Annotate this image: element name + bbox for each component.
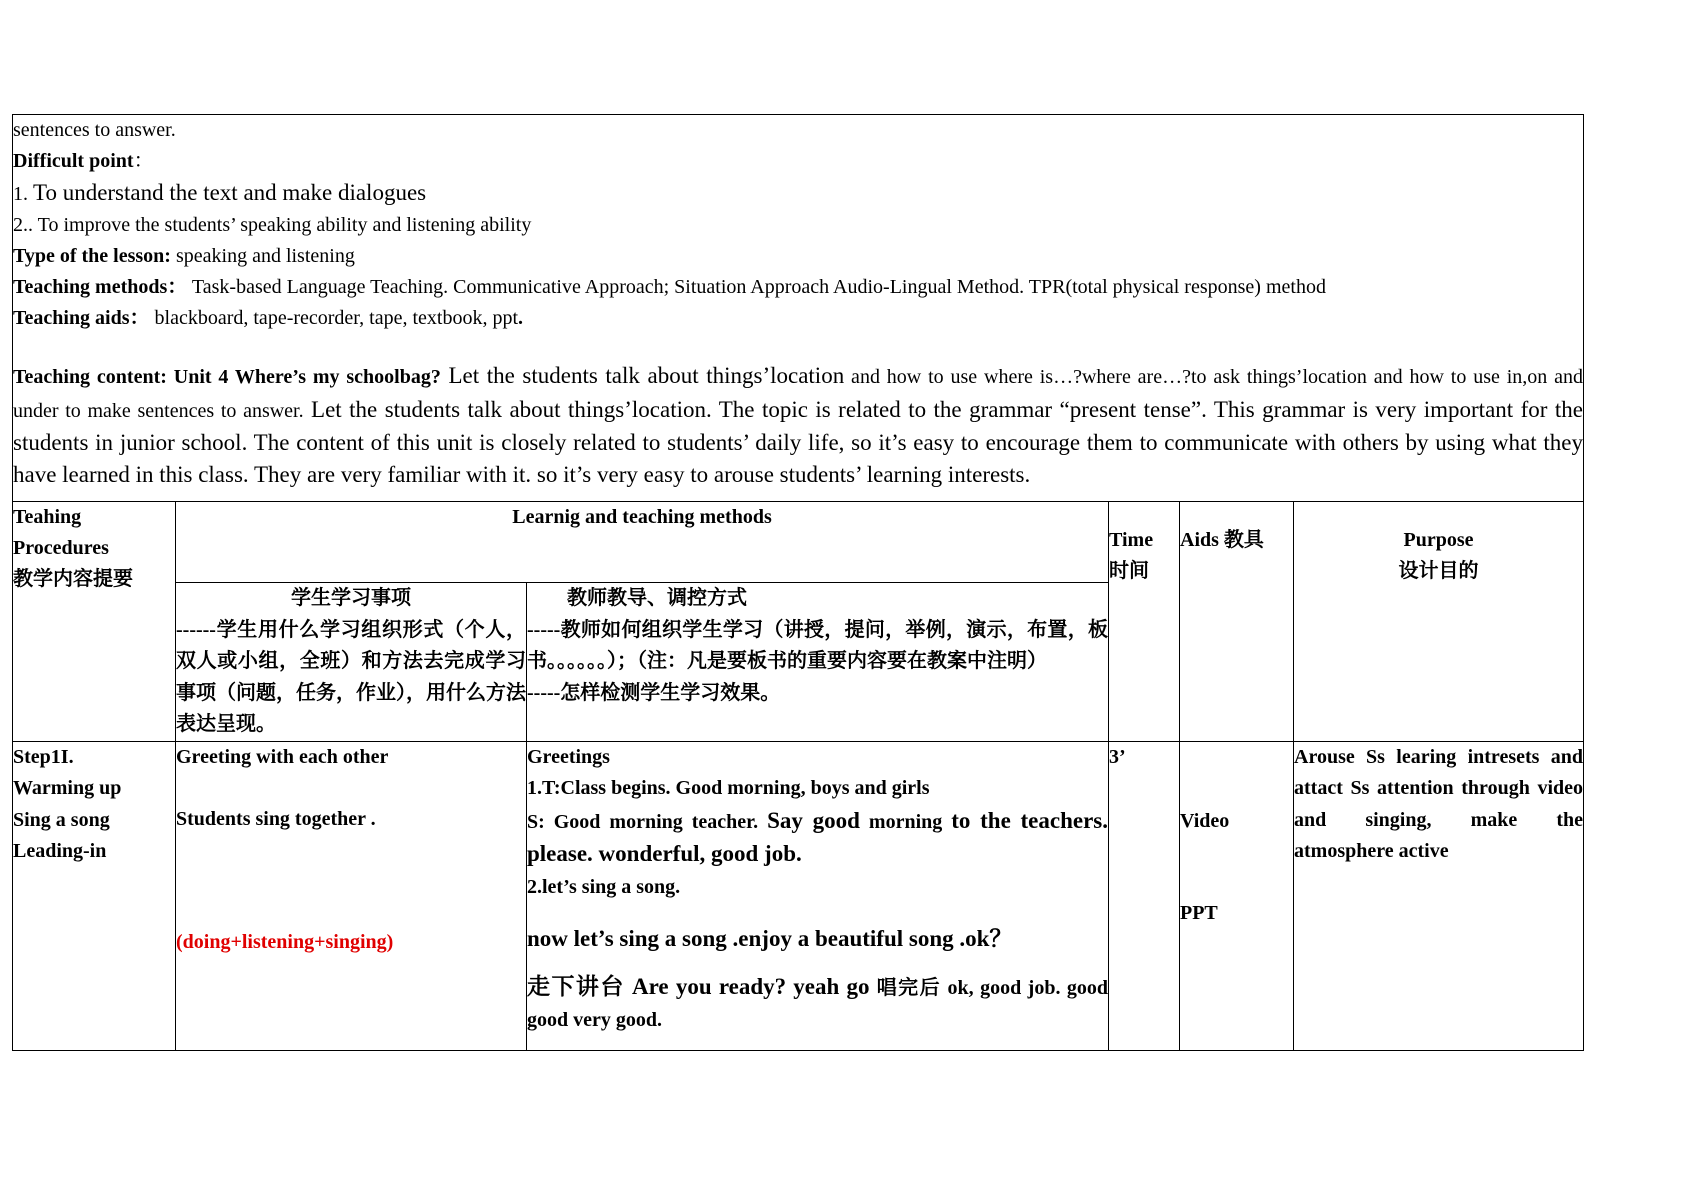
step1-student (176, 741, 527, 1050)
type-value: speaking and listening (170, 245, 355, 267)
methods-header: Learnig and teaching methods (176, 502, 1109, 583)
teacher-3a: S: Good morning teacher. (527, 810, 768, 833)
teacher-3d: to the teachers. please. wonderful, good job. (527, 807, 1108, 866)
procedures-header (13, 502, 176, 742)
teaching-methods (13, 272, 1583, 303)
aid-video: Video (1180, 809, 1230, 832)
content-part1: Let the students talk about things’location (440, 363, 845, 388)
teacher-line-4: 2.let’s sing a song. (527, 875, 681, 898)
step1-row (13, 741, 1584, 1050)
teacher-subheader (527, 583, 1109, 742)
student-title: 学生学习事项 (291, 587, 411, 609)
student-line-1: Greeting with each other (176, 745, 389, 768)
aids-value: blackboard, tape-recorder, tape, textbook, ppt (149, 307, 519, 329)
teacher-3c: morning (859, 810, 952, 833)
intro-line0: sentences to answer. (13, 119, 176, 141)
difficult-heading (13, 146, 1583, 177)
time-cn: 时间 (1109, 560, 1149, 582)
procedures-en1: Teahing (13, 506, 82, 528)
teacher-desc1: -----教师如何组织学生学习（讲授，提问，举例，演示，布置，板书。。。。。。）；（注：凡是要板书的重要内容要在教案中注明） (527, 618, 1108, 672)
lesson-plan-table (12, 114, 1584, 1051)
procedure-line-2: Warming up (13, 777, 122, 799)
teacher-line-5: now let’s sing a song .enjoy a beautiful song .ok？ (527, 926, 1013, 951)
step1-procedure (13, 741, 176, 1050)
teacher-6c: 唱完后 (876, 977, 942, 999)
aids-period: . (518, 307, 524, 329)
step1-teacher (527, 741, 1109, 1050)
type-label: Type of the lesson: (13, 245, 171, 267)
methods-label: Teaching methods： (13, 276, 188, 298)
time-header (1109, 502, 1180, 742)
procedure-line-1: Step1I. (13, 745, 74, 768)
procedure-line-3: Sing a song (13, 808, 110, 831)
teacher-line-2: 1.T:Class begins. Good morning, boys and girls (527, 777, 930, 799)
difficult-1-num: 1. (13, 183, 33, 205)
intro-cell (13, 115, 1584, 502)
procedure-line-4: Leading-in (13, 840, 107, 862)
content-part3: Let the students talk about things’location. The topic is related to the grammar “present tense”. This grammar is very important for the students in junior school. The content of this unit is closely related to students’ daily life, so it’s easy to encourage them to communicate with others by using what they have learned in this class. They are very familiar with it. so it’s very easy to arouse students’ learning interests. (13, 396, 1583, 487)
student-subheader (176, 583, 527, 742)
purpose-header (1294, 502, 1584, 742)
teacher-6b: Are you ready? yeah go (624, 974, 877, 999)
difficult-point-2: 2.. To improve the students’ speaking ability and listening ability (13, 214, 532, 236)
teaching-content (13, 360, 1583, 490)
content-label: Teaching content: Unit 4 Where’s my schoolbag? (13, 366, 441, 388)
aid-ppt: PPT (1180, 902, 1218, 924)
purpose-cn: 设计目的 (1398, 560, 1479, 582)
purpose-en: Purpose (1403, 529, 1474, 551)
procedures-cn: 教学内容提要 (13, 568, 133, 590)
time-en: Time (1109, 529, 1154, 551)
teacher-title: 教师教导、调控方式 (567, 587, 747, 609)
methods-value: Task-based Language Teaching. Communicative Approach; Situation Approach Audio-Lingual Method. TPR(total physical response) method (187, 276, 1326, 298)
difficult-1-text: To understand the text and make dialogues (33, 180, 427, 205)
teacher-6a: 走下讲台 (527, 974, 625, 999)
step1-purpose: Arouse Ss learing intresets and attact Ss attention through video and singing, make the atmosphere active (1294, 741, 1584, 1050)
step1-time: 3’ (1109, 741, 1180, 1050)
teacher-line-6 (527, 971, 1108, 1036)
teaching-aids (13, 303, 1583, 334)
step1-aids (1180, 741, 1294, 1050)
student-line-2: Students sing together . (176, 808, 376, 830)
header-row (13, 502, 1584, 583)
difficult-point-1 (13, 177, 1583, 210)
student-desc: ------学生用什么学习组织形式（个人，双人或小组，全班）和方法去完成学习事项（问题，任务，作业），用什么方法表达呈现。 (176, 618, 526, 735)
teacher-line-3 (527, 805, 1108, 872)
aids-header: Aids 教具 (1180, 502, 1294, 742)
lesson-type (13, 241, 1583, 272)
difficult-label: Difficult point (13, 150, 134, 172)
procedures-en2: Procedures (13, 537, 109, 559)
teacher-desc2: -----怎样检测学生学习效果。 (527, 681, 781, 704)
teacher-line-1: Greetings (527, 745, 610, 768)
teacher-3b: Say good (767, 807, 860, 833)
content-part2: and how to use where is…?where are…?to ask things’location and how to use in,on and under to make sentences to answer. (13, 366, 1584, 422)
aids-label: Teaching aids： (13, 307, 150, 329)
student-line-3: (doing+listening+singing) (176, 930, 394, 953)
teacher-6d: ok, good job. good good very good. (527, 977, 1109, 1031)
intro-row (13, 115, 1584, 502)
difficult-sep: ： (133, 150, 154, 172)
